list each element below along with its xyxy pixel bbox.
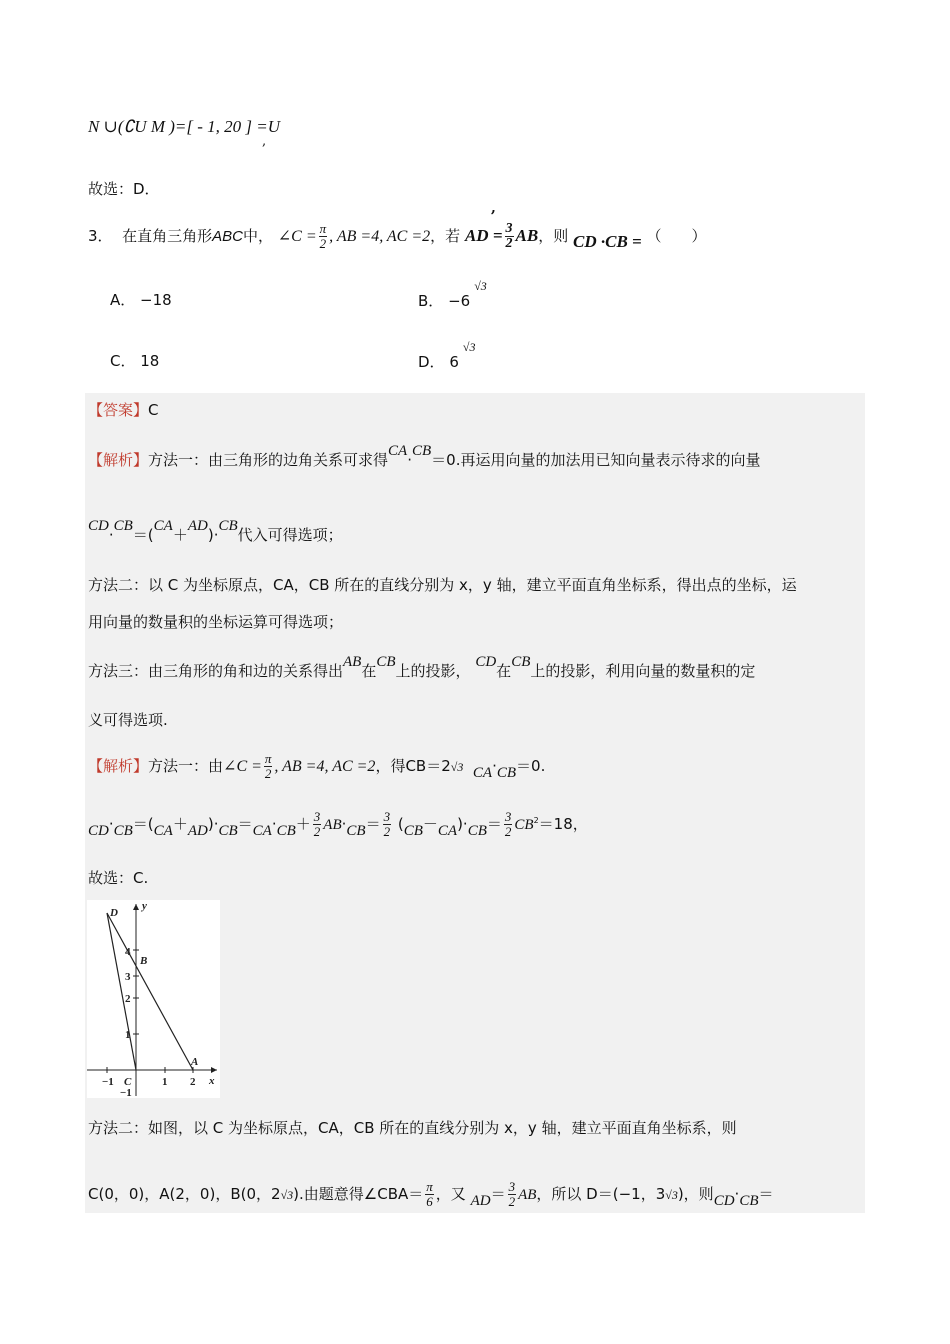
method2-line2: C(0，0)，A(2，0)，B(0，$2^{√3}$).由题意得∠CBA＝ $\frac{\pi}{6}$ ，又 AD＝ $\frac{3}{2}$ AB，所以 D＝(−1，$3^{√3}$)，则CD·CB＝: [88, 1179, 774, 1209]
solution-formula: CD·CB＝(CA＋AD)·CB＝CA·CB＋ $\frac{3}{2}$ AB·CB＝ $\frac{3}{2}$ (CB－CA)·CB＝ $\frac{3}{2}$ $CB^2=18$，: [88, 809, 588, 839]
analysis-method2-line2: 用向量的数量积的坐标运算可得选项；: [88, 613, 344, 631]
label-2: 2: [125, 993, 131, 1005]
option-c[interactable]: C． 18: [110, 352, 160, 370]
x-arrow: [211, 1067, 217, 1073]
choice-c-line: 故选：C.: [88, 869, 149, 887]
label-x: x: [209, 1075, 215, 1087]
label-c: C: [124, 1076, 132, 1088]
stray-tick: ,: [491, 200, 496, 216]
analysis-method3-line2: 义可得选项.: [88, 711, 168, 729]
answer-paren: （ ）: [646, 227, 707, 245]
label-b: B: [140, 955, 148, 967]
answer-value: C: [148, 401, 159, 419]
method2-line1: 方法二：如图，以 C 为坐标原点，CA，CB 所在的直线分别为 x，y 轴，建立平面直角坐标系，则: [88, 1119, 737, 1137]
stray-comma: ,: [262, 134, 267, 149]
label-xm1: −1: [102, 1076, 114, 1088]
analysis-method1: 【解析】方法一：由三角形的边角关系可求得CA·CB＝0.再运用向量的加法用已知向量表示待求的向量: [88, 443, 761, 469]
option-a[interactable]: A． −18: [110, 291, 172, 309]
ruo: ，若: [430, 227, 461, 245]
triangle-abc: ABC: [212, 228, 243, 245]
segment-da: [107, 913, 193, 1070]
stem-part-2: 中，: [242, 227, 273, 245]
option-b[interactable]: B． $-6^{√3}$: [418, 279, 487, 310]
three-halves: $\frac{3}{2}$: [505, 221, 513, 251]
analysis-method1-formula: CD·CB＝(CA＋AD)·CB代入可得选项；: [88, 518, 343, 544]
label-4: 4: [125, 946, 131, 958]
pi-over-2: $\frac{\pi}{2}$: [319, 221, 327, 251]
analysis-method2-line1: 方法二：以 C 为坐标原点，CA，CB 所在的直线分别为 x，y 轴，建立平面直角坐标系，得出点的坐标，运: [88, 576, 797, 594]
answer-tag: 【答案】: [88, 401, 149, 419]
angle-c: ∠C =: [277, 228, 317, 245]
question-number: 3．: [88, 227, 113, 245]
label-y: y: [142, 900, 147, 912]
answer-line: [88, 399, 159, 420]
given-lengths: , AB =4, AC =2: [329, 228, 431, 245]
label-d: D: [110, 907, 118, 919]
pi-over-2: $\frac{\pi}{2}$: [264, 751, 272, 781]
label-a: A: [191, 1056, 199, 1068]
segment-dc: [107, 913, 136, 1070]
stem-part-1: 在直角三角形: [122, 227, 213, 245]
question-3: [88, 222, 707, 251]
set-equation: N ∪(∁U M )=[ - 1, 20 ] =U: [88, 117, 281, 136]
label-x2: 2: [190, 1076, 196, 1088]
vector-ad: AD =: [464, 226, 503, 245]
analysis-method3: 方法三：由三角形的角和边的关系得出AB在CB上的投影， CD在CB上的投影，利用向量的数量积的定: [88, 654, 756, 680]
y-arrow: [133, 904, 139, 910]
label-ym1: −1: [120, 1087, 132, 1098]
choice-d-line: 故选：D．: [88, 180, 160, 198]
option-d[interactable]: D． $6^{√3}$: [418, 340, 476, 371]
label-3: 3: [125, 971, 131, 983]
analysis-tag: 【解析】: [88, 451, 149, 469]
ze: ，则: [538, 227, 569, 245]
graph-svg: [87, 900, 220, 1098]
label-1: 1: [125, 1029, 131, 1041]
solution-method1: 【解析】方法一：由∠C = $\frac{\pi}{2}$ , AB =4, AC =2，得$CB=2^{√3}$ CA·CB＝0.: [88, 751, 546, 781]
cd-dot-cb: CD ·CB =: [573, 232, 642, 251]
vector-ab: AB: [515, 226, 539, 245]
label-x1: 1: [162, 1076, 168, 1088]
coordinate-graph: [87, 900, 220, 1098]
